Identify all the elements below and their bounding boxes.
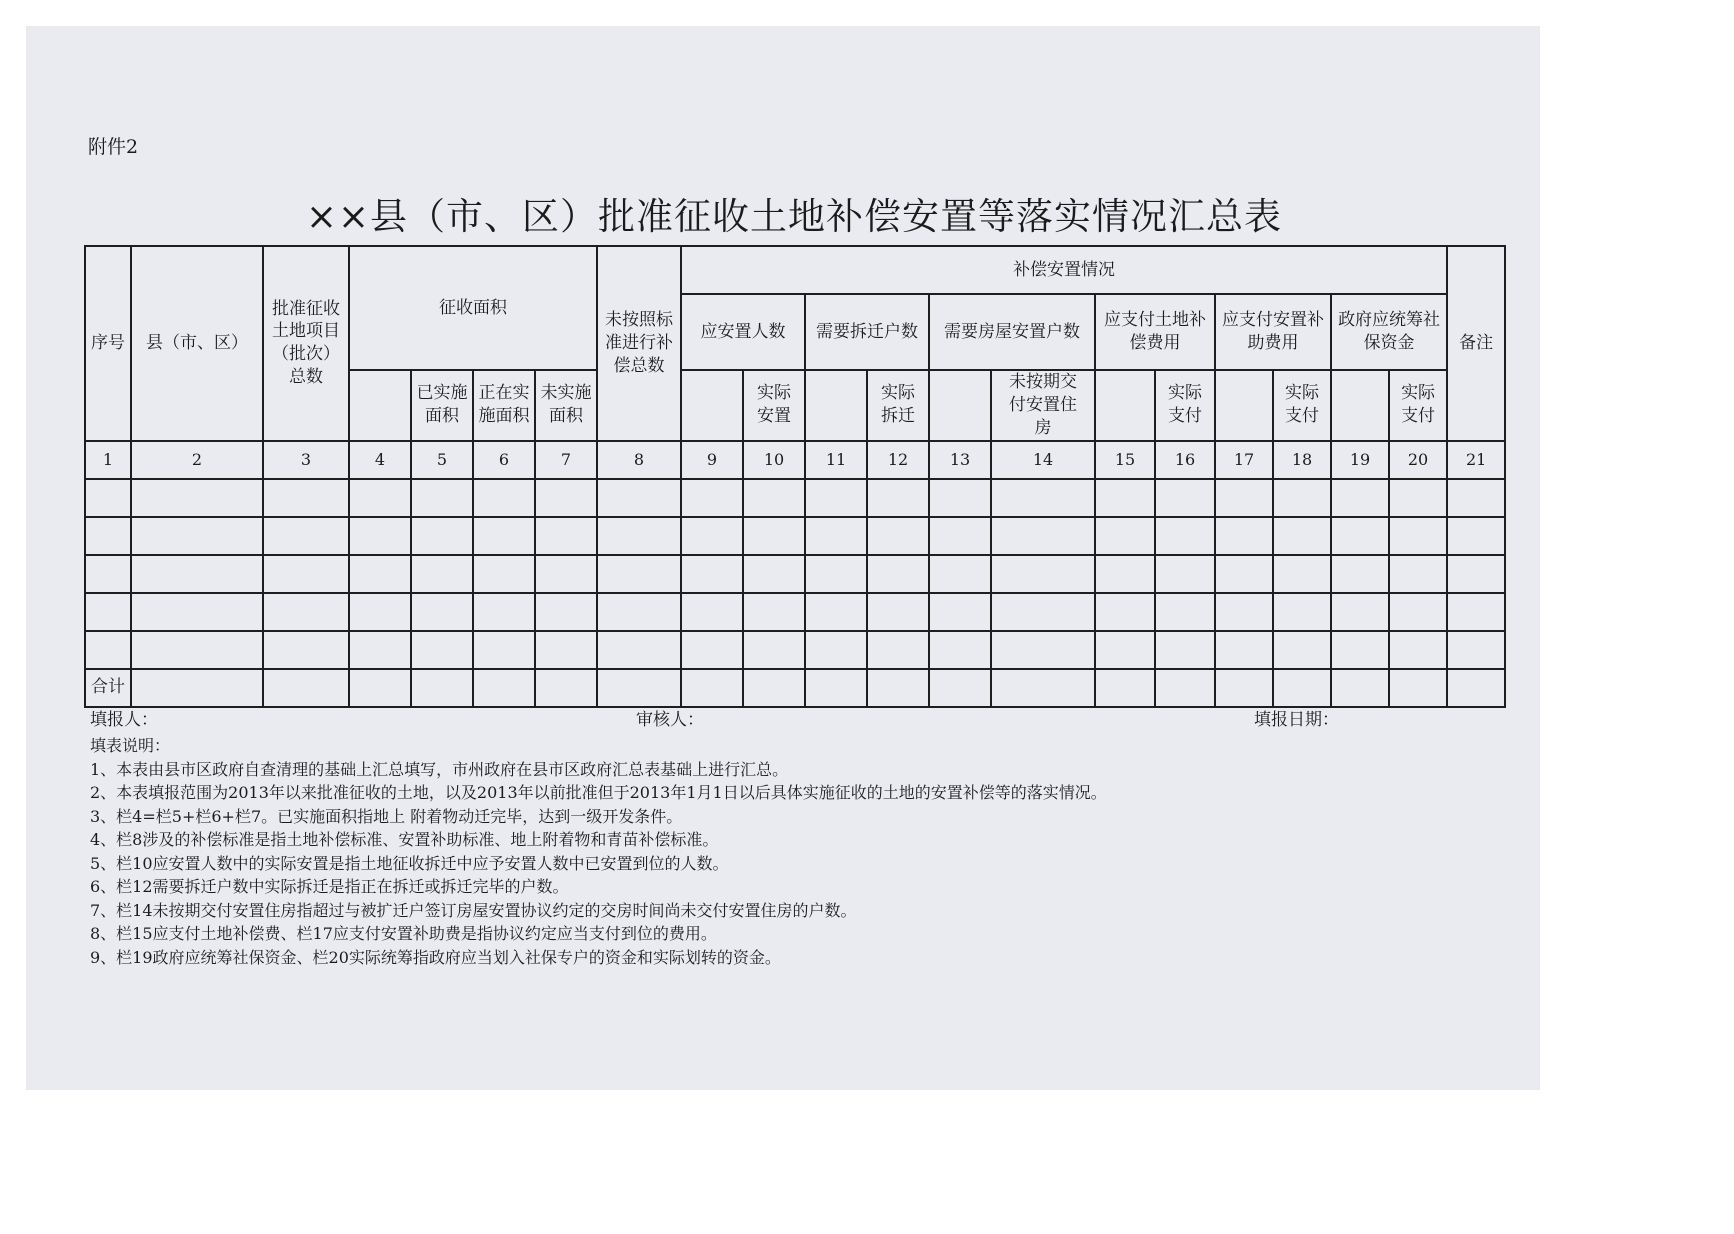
table-cell[interactable]: [929, 555, 991, 593]
header-actual-pay-subsidy: 实际支付: [1273, 370, 1331, 441]
header-housing: 需要房屋安置户数: [929, 294, 1095, 370]
col-number: 18: [1273, 441, 1331, 479]
table-cell[interactable]: [805, 517, 867, 555]
header-seq: 序号: [85, 246, 131, 441]
table-cell[interactable]: [1389, 555, 1447, 593]
document-title: ××县（市、区）批准征收土地补偿安置等落实情况汇总表: [305, 195, 1282, 238]
table-cell[interactable]: [743, 517, 805, 555]
col-number: 7: [535, 441, 597, 479]
header-area: 征收面积: [349, 246, 597, 370]
table-cell[interactable]: [1389, 479, 1447, 517]
table-cell[interactable]: [1389, 593, 1447, 631]
table-cell[interactable]: [85, 479, 131, 517]
header-social-total: [1331, 370, 1389, 441]
reviewer-label: 审核人：: [636, 710, 704, 730]
table-cell[interactable]: [743, 631, 805, 669]
table-cell[interactable]: [1215, 669, 1273, 707]
table-cell[interactable]: [85, 593, 131, 631]
table-cell[interactable]: [411, 631, 473, 669]
table-cell[interactable]: [1273, 631, 1331, 669]
table-cell[interactable]: [991, 479, 1095, 517]
fill-date-label: 填报日期：: [1254, 710, 1339, 730]
table-cell[interactable]: [349, 555, 411, 593]
table-cell[interactable]: [597, 479, 681, 517]
table-cell[interactable]: [535, 669, 597, 707]
col-number: 19: [1331, 441, 1389, 479]
header-land-comp: 应支付土地补偿费用: [1095, 294, 1215, 370]
header-resettle-people-total: [681, 370, 743, 441]
header-compensation: 补偿安置情况: [681, 246, 1447, 294]
table-cell[interactable]: [473, 479, 535, 517]
header-actual-demolish: 实际拆迁: [867, 370, 929, 441]
table-cell[interactable]: [263, 631, 349, 669]
table-cell[interactable]: [263, 593, 349, 631]
header-area-done: 已实施面积: [411, 370, 473, 441]
total-label: 合计: [85, 669, 131, 707]
col-number: 17: [1215, 441, 1273, 479]
table-cell[interactable]: [743, 593, 805, 631]
header-projects: 批准征收土地项目（批次）总数: [263, 246, 349, 441]
instruction-item: 1、本表由县市区政府自查清理的基础上汇总填写，市州政府在县市区政府汇总表基础上进行汇总。: [90, 759, 789, 779]
table-cell[interactable]: [1389, 631, 1447, 669]
table-cell[interactable]: [867, 479, 929, 517]
instruction-item: 4、栏8涉及的补偿标准是指土地补偿标准、安置补助标准、地上附着物和青苗补偿标准。: [90, 830, 719, 849]
table-cell[interactable]: [411, 479, 473, 517]
header-area-not: 未实施面积: [535, 370, 597, 441]
col-number: 8: [597, 441, 681, 479]
table-row: [85, 479, 1505, 517]
header-remark: 备注: [1447, 246, 1505, 441]
col-number: 12: [867, 441, 929, 479]
instruction-item: 8、栏15应支付土地补偿费、栏17应支付安置补助费是指协议约定应当支付到位的费用。: [90, 924, 717, 943]
instruction-item: 2、本表填报范围为2013年以来批准征收的土地，以及2013年以前批准但于2013年1月1日以后具体实施征收的土地的安置补偿等的落实情况。: [90, 783, 1107, 802]
table-cell[interactable]: [473, 593, 535, 631]
table-cell[interactable]: [743, 555, 805, 593]
table-cell[interactable]: [1331, 517, 1389, 555]
instructions-heading: 填表说明：: [90, 736, 171, 755]
table-cell[interactable]: [1095, 631, 1155, 669]
table-cell[interactable]: [535, 555, 597, 593]
table-cell[interactable]: [263, 517, 349, 555]
table-cell[interactable]: [131, 631, 263, 669]
col-number: 13: [929, 441, 991, 479]
header-not-standard: 未按照标准进行补偿总数: [597, 246, 681, 441]
header-area-doing: 正在实施面积: [473, 370, 535, 441]
table-cell[interactable]: [929, 517, 991, 555]
table-cell[interactable]: [1215, 631, 1273, 669]
table-cell[interactable]: [929, 479, 991, 517]
table-row: [85, 517, 1505, 555]
table-cell[interactable]: [1215, 479, 1273, 517]
table-cell[interactable]: [473, 517, 535, 555]
blank-rows: [85, 479, 1505, 669]
table-cell[interactable]: [867, 631, 929, 669]
table-cell[interactable]: [131, 555, 263, 593]
table-row: [85, 555, 1505, 593]
table-cell[interactable]: [473, 631, 535, 669]
table-cell[interactable]: [411, 517, 473, 555]
table-cell[interactable]: [85, 517, 131, 555]
col-number: 21: [1447, 441, 1505, 479]
table-cell[interactable]: [349, 593, 411, 631]
table-cell[interactable]: [1155, 593, 1215, 631]
table-cell[interactable]: [681, 517, 743, 555]
table-cell[interactable]: [597, 669, 681, 707]
header-resettle-people: 应安置人数: [681, 294, 805, 370]
col-number: 2: [131, 441, 263, 479]
table-cell[interactable]: [1215, 593, 1273, 631]
table-cell[interactable]: [349, 669, 411, 707]
table-cell[interactable]: [1447, 669, 1505, 707]
table-cell[interactable]: [1331, 593, 1389, 631]
table-cell[interactable]: [1095, 517, 1155, 555]
table-cell[interactable]: [1447, 631, 1505, 669]
table-cell[interactable]: [1331, 669, 1389, 707]
table-cell[interactable]: [805, 555, 867, 593]
table-row: [85, 593, 1505, 631]
table-cell[interactable]: [1389, 517, 1447, 555]
table-cell[interactable]: [805, 669, 867, 707]
table-cell[interactable]: [681, 593, 743, 631]
table-cell[interactable]: [263, 479, 349, 517]
total-row: [85, 669, 1505, 707]
instruction-item: 6、栏12需要拆迁户数中实际拆迁是指正在拆迁或拆迁完毕的户数。: [90, 877, 569, 896]
table-cell[interactable]: [131, 669, 263, 707]
header-housing-late: 未按期交付安置住房: [991, 370, 1095, 441]
table-cell[interactable]: [349, 631, 411, 669]
table-cell[interactable]: [1155, 479, 1215, 517]
table-cell[interactable]: [867, 593, 929, 631]
table-cell[interactable]: [263, 555, 349, 593]
table-cell[interactable]: [681, 479, 743, 517]
col-number: 20: [1389, 441, 1447, 479]
attachment-label: 附件2: [88, 136, 139, 158]
table-cell[interactable]: [1273, 517, 1331, 555]
col-number: 9: [681, 441, 743, 479]
header-county: 县（市、区）: [131, 246, 263, 441]
instruction-item: 5、栏10应安置人数中的实际安置是指土地征收拆迁中应予安置人数中已安置到位的人数。: [90, 853, 729, 873]
table-cell[interactable]: [929, 593, 991, 631]
table-cell[interactable]: [1095, 479, 1155, 517]
table-cell[interactable]: [1155, 631, 1215, 669]
col-number: 3: [263, 441, 349, 479]
table-cell[interactable]: [1155, 555, 1215, 593]
instruction-item: 7、栏14未按期交付安置住房指超过与被扩迁户签订房屋安置协议约定的交房时间尚未交付安置住房的户数。: [90, 900, 857, 920]
table-cell[interactable]: [805, 479, 867, 517]
col-number: 14: [991, 441, 1095, 479]
table-cell[interactable]: [597, 517, 681, 555]
col-number: 16: [1155, 441, 1215, 479]
table-cell[interactable]: [1447, 479, 1505, 517]
header-demolish-total: [805, 370, 867, 441]
table-cell[interactable]: [1215, 517, 1273, 555]
table-cell[interactable]: [991, 631, 1095, 669]
table-cell[interactable]: [131, 479, 263, 517]
filling-instructions: [90, 734, 1390, 969]
table-cell[interactable]: [929, 669, 991, 707]
table-cell[interactable]: [1447, 593, 1505, 631]
table-cell[interactable]: [867, 517, 929, 555]
table-cell[interactable]: [805, 593, 867, 631]
table-cell[interactable]: [597, 593, 681, 631]
table-cell[interactable]: [1095, 593, 1155, 631]
table-cell[interactable]: [535, 479, 597, 517]
table-cell[interactable]: [535, 517, 597, 555]
table-cell[interactable]: [349, 479, 411, 517]
column-number-row: [85, 441, 1505, 479]
instruction-item: 3、栏4=栏5+栏6+栏7。已实施面积指地上 附着物动迁完毕，达到一级开发条件。: [90, 806, 683, 826]
col-number: 6: [473, 441, 535, 479]
table-cell[interactable]: [263, 669, 349, 707]
table-cell[interactable]: [1095, 669, 1155, 707]
header-actual-pay-land: 实际支付: [1155, 370, 1215, 441]
table-cell[interactable]: [1155, 669, 1215, 707]
table-cell[interactable]: [929, 631, 991, 669]
table-cell[interactable]: [743, 479, 805, 517]
table-cell[interactable]: [131, 593, 263, 631]
header-social: 政府应统筹社保资金: [1331, 294, 1447, 370]
table-cell[interactable]: [805, 631, 867, 669]
table-cell[interactable]: [743, 669, 805, 707]
table-cell[interactable]: [1273, 593, 1331, 631]
table-cell[interactable]: [991, 669, 1095, 707]
header-subsidy: 应支付安置补助费用: [1215, 294, 1331, 370]
table-cell[interactable]: [991, 517, 1095, 555]
col-number: 15: [1095, 441, 1155, 479]
header-actual-pay-social: 实际支付: [1389, 370, 1447, 441]
table-cell[interactable]: [85, 555, 131, 593]
table-cell[interactable]: [473, 555, 535, 593]
col-number: 5: [411, 441, 473, 479]
table-cell[interactable]: [1095, 555, 1155, 593]
header-demolish: 需要拆迁户数: [805, 294, 929, 370]
table-cell[interactable]: [535, 593, 597, 631]
header-area-total: [349, 370, 411, 441]
table-cell[interactable]: [1215, 555, 1273, 593]
table-cell[interactable]: [349, 517, 411, 555]
table-cell[interactable]: [867, 669, 929, 707]
table-cell[interactable]: [681, 555, 743, 593]
table-cell[interactable]: [1389, 669, 1447, 707]
table-cell[interactable]: [85, 631, 131, 669]
table-cell[interactable]: [535, 631, 597, 669]
table-cell[interactable]: [1273, 555, 1331, 593]
table-cell[interactable]: [597, 555, 681, 593]
table-cell[interactable]: [681, 631, 743, 669]
table-cell[interactable]: [1447, 555, 1505, 593]
summary-table: [84, 245, 1506, 708]
header-housing-total: [929, 370, 991, 441]
table-cell[interactable]: [411, 555, 473, 593]
instruction-item: 9、栏19政府应统筹社保资金、栏20实际统筹指政府应当划入社保专户的资金和实际划转的资金。: [90, 947, 781, 967]
table-cell[interactable]: [1447, 517, 1505, 555]
table-cell[interactable]: [1331, 555, 1389, 593]
table-cell[interactable]: [991, 555, 1095, 593]
col-number: 11: [805, 441, 867, 479]
col-number: 10: [743, 441, 805, 479]
table-cell[interactable]: [1331, 479, 1389, 517]
table-cell[interactable]: [991, 593, 1095, 631]
header-subsidy-total: [1215, 370, 1273, 441]
table-cell[interactable]: [411, 669, 473, 707]
header-actual-resettle: 实际安置: [743, 370, 805, 441]
header-land-comp-total: [1095, 370, 1155, 441]
table-cell[interactable]: [1331, 631, 1389, 669]
table-cell[interactable]: [1273, 479, 1331, 517]
filler-label: 填报人：: [90, 710, 158, 730]
table-row: [85, 631, 1505, 669]
table-cell[interactable]: [1273, 669, 1331, 707]
table-cell[interactable]: [1155, 517, 1215, 555]
table-cell[interactable]: [473, 669, 535, 707]
col-number: 1: [85, 441, 131, 479]
table-cell[interactable]: [597, 631, 681, 669]
col-number: 4: [349, 441, 411, 479]
table-cell[interactable]: [681, 669, 743, 707]
table-cell[interactable]: [867, 555, 929, 593]
table-cell[interactable]: [411, 593, 473, 631]
table-cell[interactable]: [131, 517, 263, 555]
